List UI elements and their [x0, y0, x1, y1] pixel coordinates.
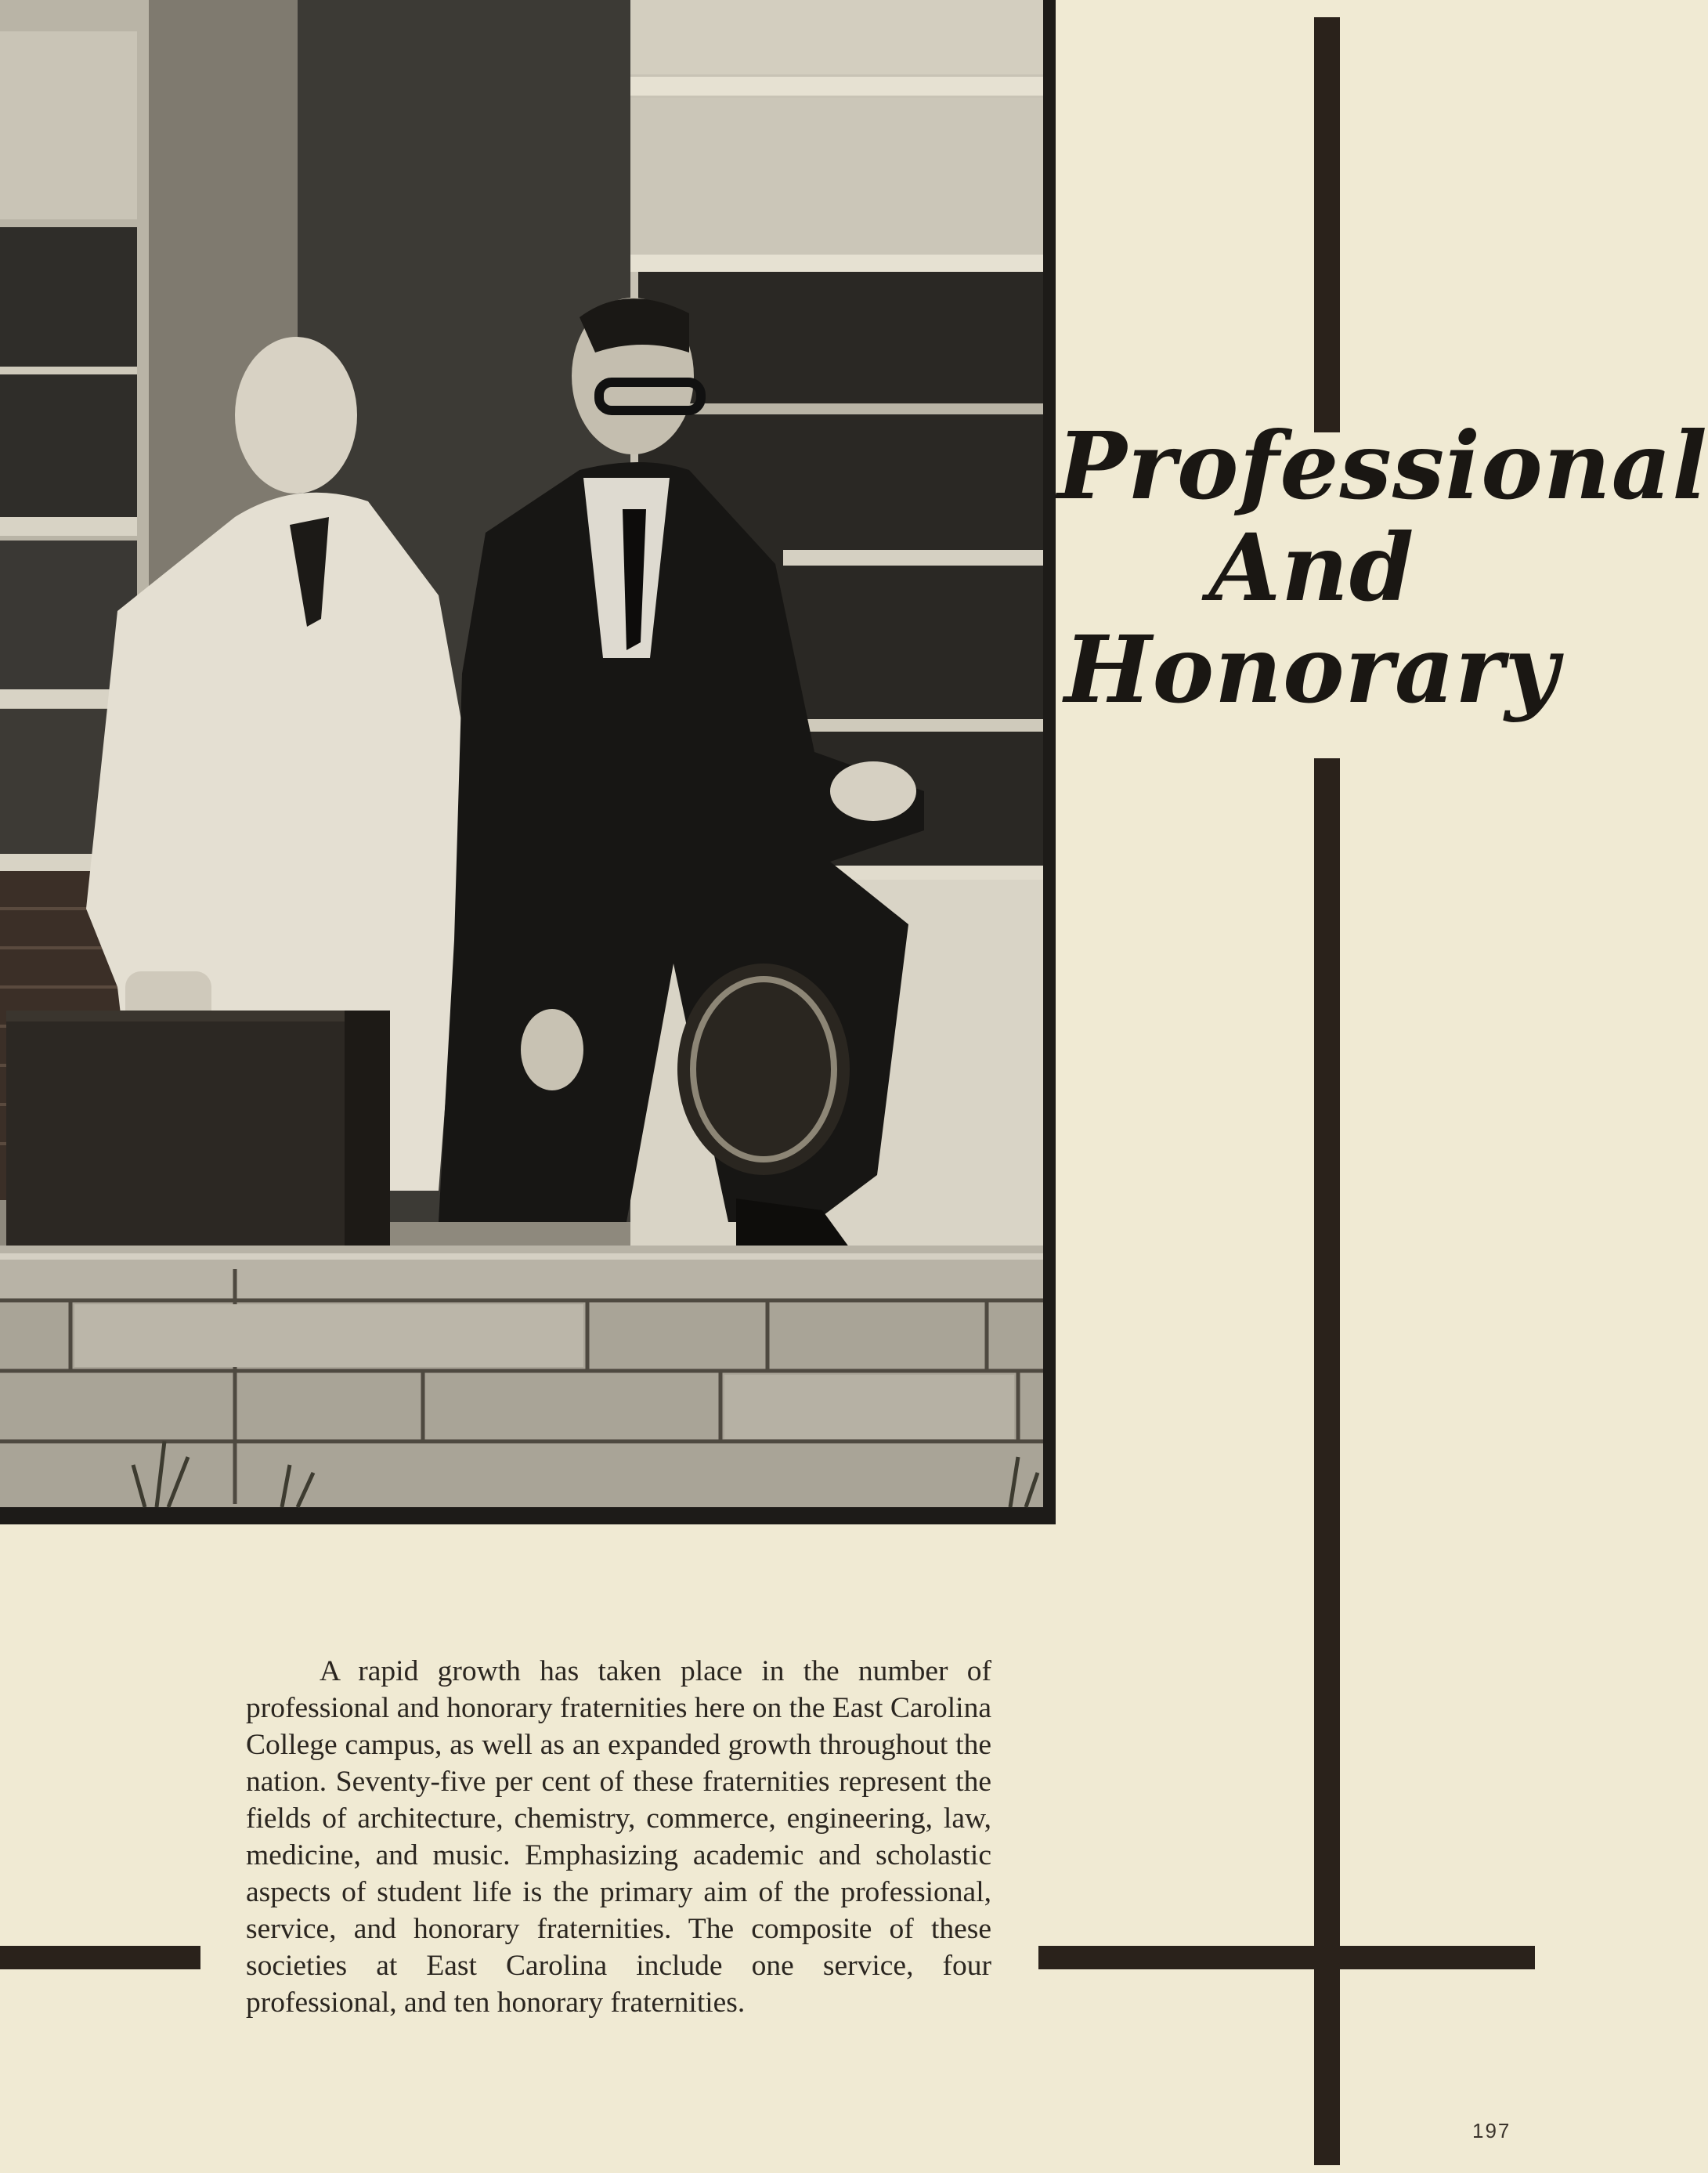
- intro-paragraph: A rapid growth has taken place in the number of professional and honorary fraternities here on the East Carolina College campus, as well as an expanded growth throughout the nation. Seventy-five per cent of these fraternities represent the fields of architecture, chemistry, commerce, engineering, law, medicine, and music. Emphasizing academic and scholastic aspects of student life is the primary aim of the professional, service, and honorary fraternities. The composite of these societies at East Carolina include one service, four professional, and ten honorary fraternities.: [246, 1655, 991, 2019]
- title-line-honorary: Honorary: [1063, 615, 1560, 724]
- horizontal-rule-left: [0, 1946, 200, 1969]
- photo-frame: [0, 0, 1056, 1524]
- title-line-professional: Professional: [1057, 411, 1708, 520]
- horizontal-rule-right: [1038, 1946, 1535, 1969]
- title-line-and: And: [1208, 513, 1415, 622]
- page-number: 197: [1472, 2119, 1511, 2142]
- vertical-rule-upper: [1314, 17, 1340, 432]
- section-title: [1057, 411, 1708, 724]
- photograph-two-students: [0, 0, 1043, 1507]
